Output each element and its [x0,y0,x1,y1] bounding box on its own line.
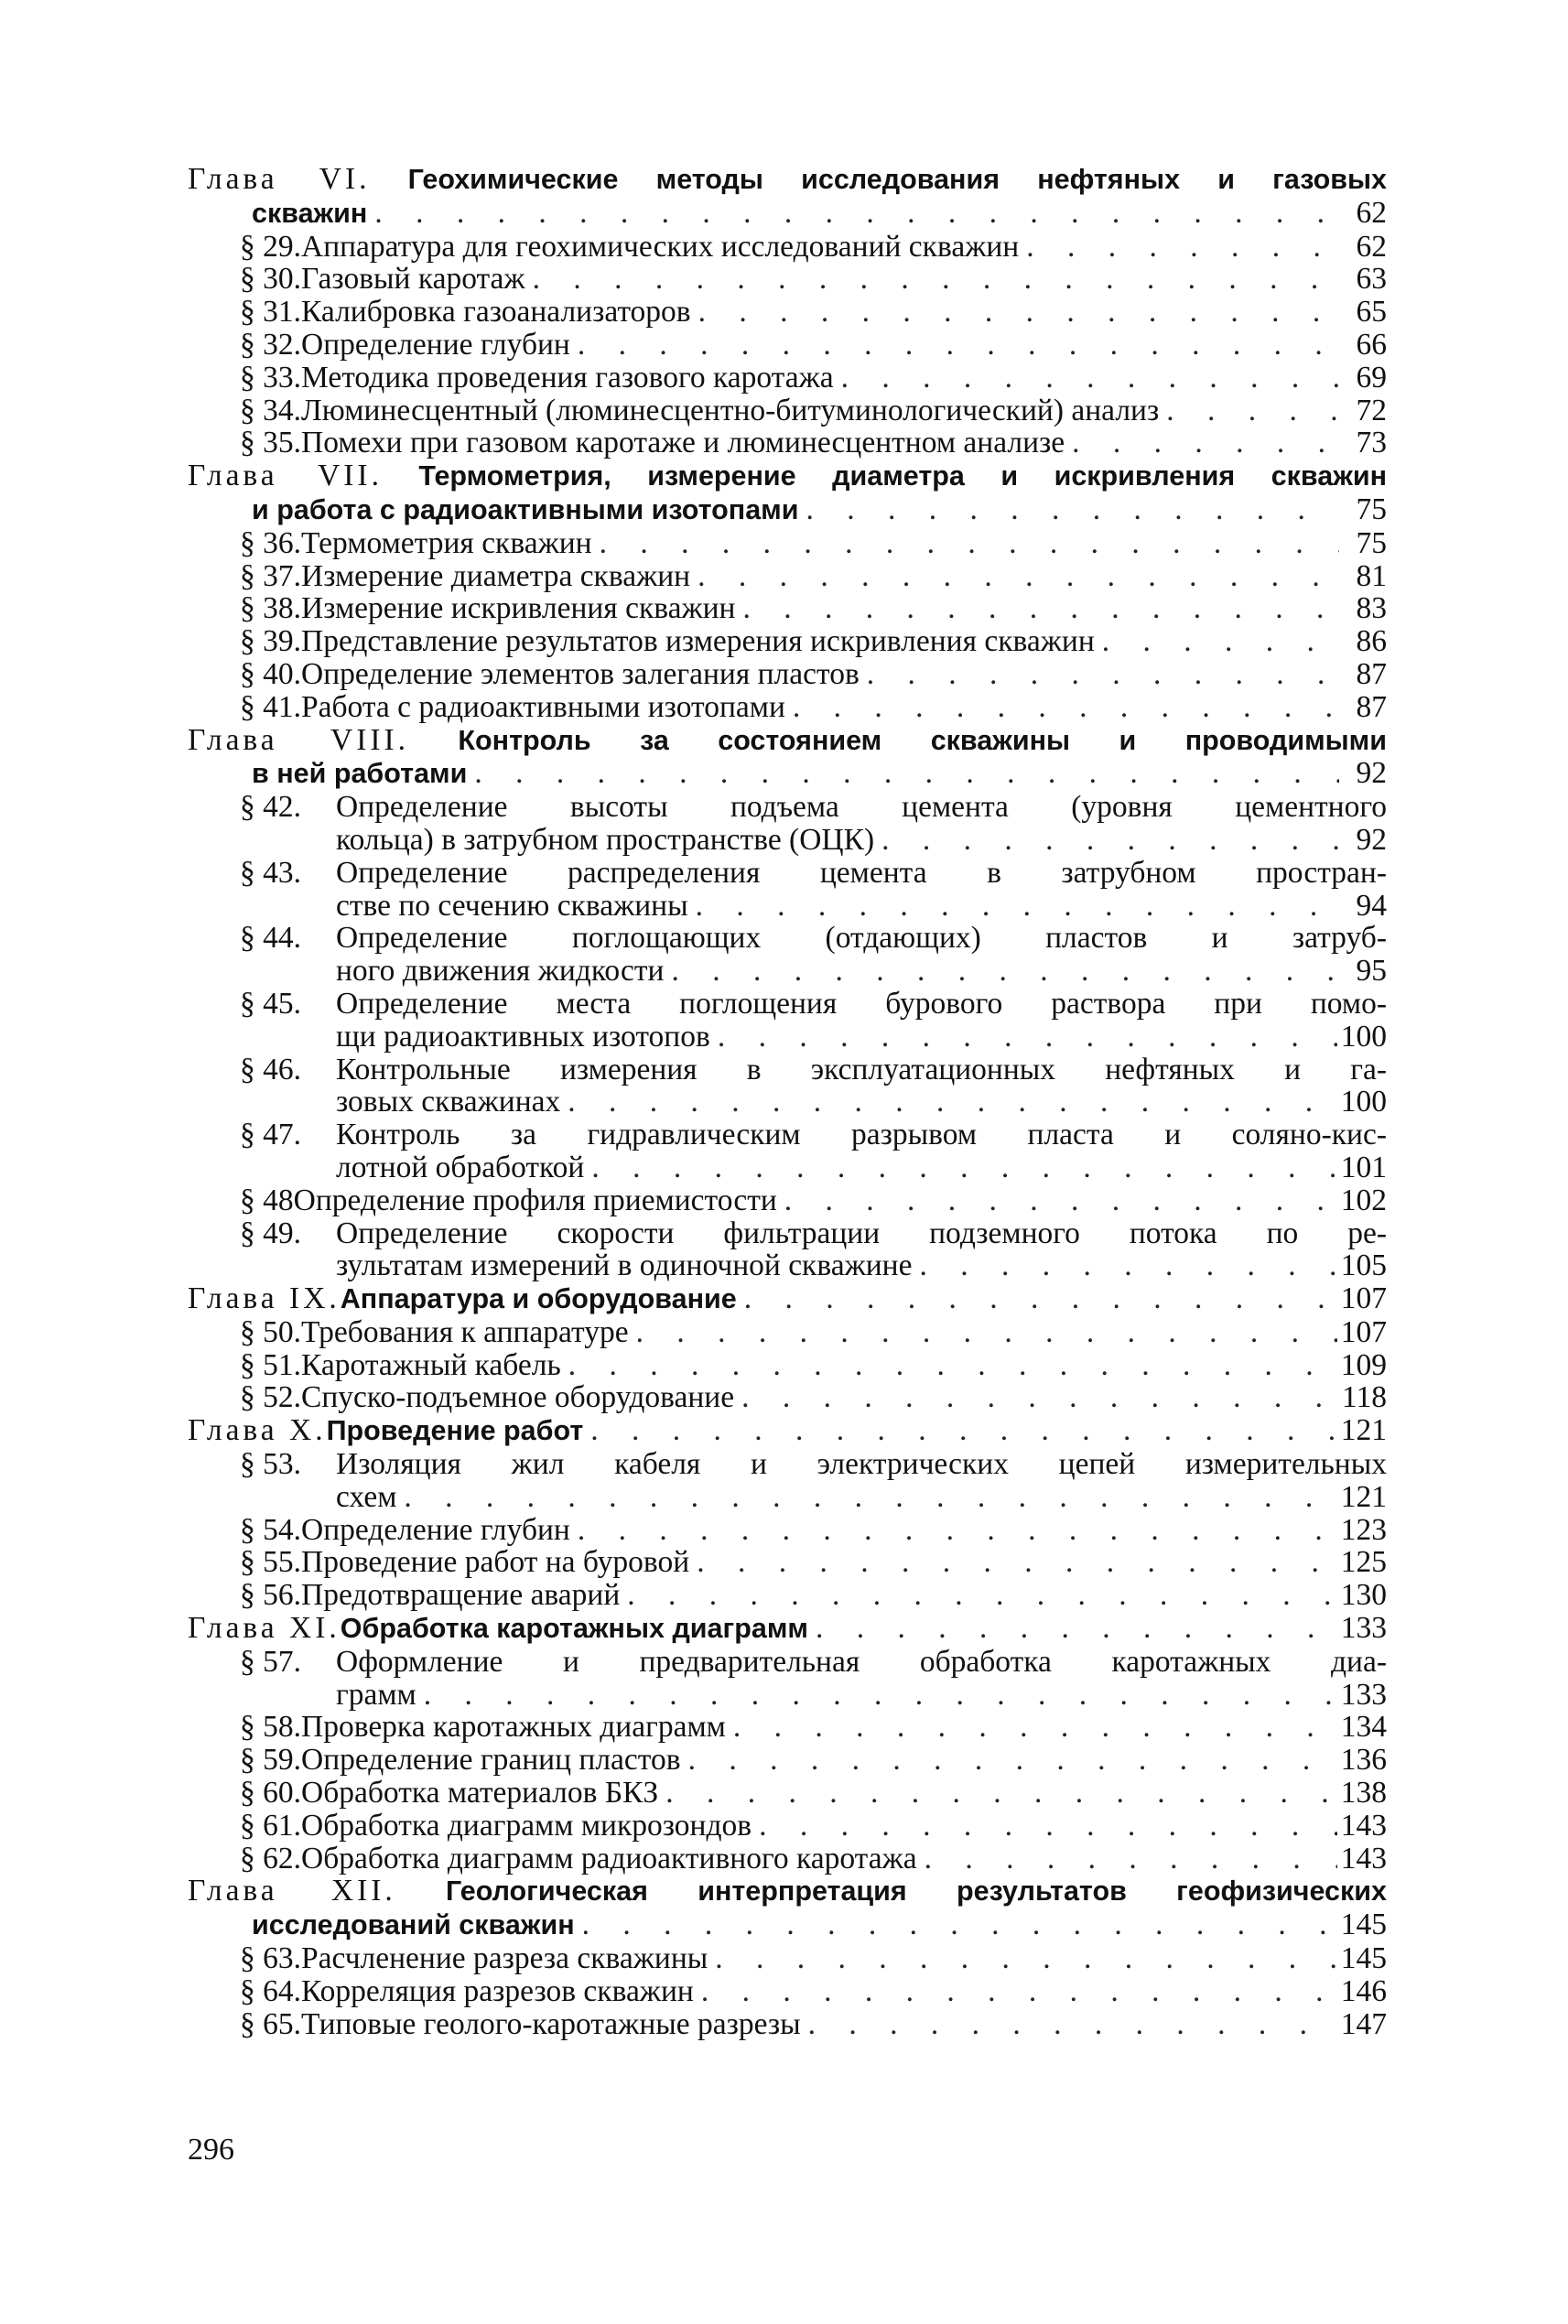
toc-section[interactable] [188,1711,1387,1744]
section-number: § 40. [240,656,301,691]
toc-section[interactable] [188,1843,1387,1875]
toc-section[interactable] [188,922,1387,988]
section-number: § 46. [240,1052,301,1086]
toc-section[interactable] [188,1448,1387,1514]
section-number: § 37. [240,558,301,593]
section-title: Определение профиля приемистости [293,1183,777,1217]
section-page-number: 81 [1356,558,1387,593]
toc-section[interactable] [188,296,1387,329]
section-title: Аппаратура для геохимических исследований скважин [301,229,1020,264]
chapter-heading-continued[interactable] [188,493,1387,527]
section-page-number: 87 [1356,689,1387,724]
chapter-heading-continued[interactable] [188,1908,1387,1942]
section-number: § 64. [240,1973,301,2008]
section-title: Измерение искривления скважин [301,591,736,626]
leader-dots [881,824,1339,857]
page-number: 296 [188,2133,234,2167]
chapter-title: Обработка каротажных диаграмм [340,1613,808,1645]
section-number: § 63. [240,1941,301,1976]
section-line [188,362,1387,395]
chapter-title: Контроль за состоянием скважины и проводимыми [458,724,1387,756]
section-line [188,625,1387,658]
leader-dots [1102,625,1339,658]
section-title-continued: щи радиоактивных изотопов [336,1019,710,1054]
leader-dots [793,691,1339,724]
section-line [188,263,1387,296]
section-title: Определение распределения цемента в затрубном простран- [336,855,1387,890]
leader-dots [424,1679,1337,1712]
toc-chapter [188,1612,1387,1875]
leader-dots [568,1086,1337,1119]
section-title-continued: кольца) в затрубном пространстве (ОЦК) [336,822,875,857]
section-title-continued: ного движения жидкости [336,954,665,989]
section-number: § 58. [240,1710,301,1745]
section-line [188,988,1387,1021]
chapter-heading[interactable] [188,459,1387,493]
section-number: § 38. [240,591,301,626]
leader-dots [925,1843,1337,1875]
section-line [188,2008,1387,2041]
section-title: Проведение работ на буровой [301,1545,690,1580]
leader-dots [533,263,1339,296]
leader-dots [733,1711,1337,1744]
chapter-title-continued: и работа с радиоактивными изотопами [252,493,799,525]
toc-section[interactable] [188,1646,1387,1712]
toc-section[interactable] [188,1381,1387,1414]
chapter-page-number: 62 [1356,195,1387,230]
section-line [188,1711,1387,1744]
toc-section[interactable] [188,1744,1387,1777]
section-title: Методика проведения газового каротажа [301,360,834,395]
toc-chapter [188,1414,1387,1612]
leader-dots [759,1810,1337,1843]
section-line-continued [188,890,1387,923]
leader-dots [784,1184,1337,1217]
toc-section[interactable] [188,1316,1387,1349]
section-title: Требования к аппаратуре [301,1314,629,1349]
chapter-title: Аппаратура и оборудование [340,1283,737,1315]
section-number: § 54. [240,1512,301,1547]
leader-dots [841,362,1339,395]
section-number: § 29. [240,229,301,264]
section-number: § 48 [240,1183,294,1217]
section-line-continued [188,1679,1387,1712]
section-number: § 32. [240,327,301,362]
chapter-label: Глава VI. [188,162,371,196]
chapter-title: Проведение работ [326,1415,584,1447]
toc-section[interactable] [188,1777,1387,1810]
section-page-number: 75 [1356,525,1387,560]
leader-dots [741,1381,1338,1414]
section-title: Обработка диаграмм микрозондов [301,1808,752,1843]
leader-dots [816,1612,1337,1645]
toc-section[interactable] [188,427,1387,459]
section-number: § 50. [240,1314,301,1349]
leader-dots [590,1414,1336,1447]
section-title: Предотвращение аварий [301,1578,621,1613]
section-line [188,1514,1387,1547]
leader-dots [715,1942,1336,1975]
section-title-continued: зовых скважинах [336,1085,561,1119]
section-title: Типовые геолого-каротажные разрезы [301,2006,801,2041]
chapter-heading[interactable] [188,1282,1387,1316]
section-page-number: 130 [1340,1578,1387,1613]
section-number: § 51. [240,1347,301,1382]
section-number: § 41. [240,689,301,724]
section-page-number: 136 [1340,1743,1387,1778]
section-page-number: 143 [1340,1808,1387,1843]
section-page-number: 123 [1340,1512,1387,1547]
section-title: Каротажный кабель [301,1347,561,1382]
toc-section[interactable] [188,329,1387,362]
toc-chapter [188,163,1387,459]
section-page-number: 118 [1341,1380,1387,1415]
section-line [188,1843,1387,1875]
chapter-page-number: 92 [1356,756,1387,791]
section-title-continued: лотной обработкой [336,1150,585,1184]
section-title: Определение глубин [301,1512,570,1547]
chapter-page-number: 75 [1356,492,1387,526]
section-title: Контроль за гидравлическим разрывом пласта и соляно-кис- [336,1118,1387,1152]
leader-dots [374,197,1339,230]
section-page-number: 100 [1340,1085,1387,1119]
section-page-number: 109 [1340,1347,1387,1382]
section-number: § 45. [240,986,301,1021]
chapter-label: Глава X. [188,1413,327,1448]
section-line [188,1316,1387,1349]
section-page-number: 102 [1340,1183,1387,1217]
section-page-number: 133 [1340,1677,1387,1712]
section-number: § 56. [240,1578,301,1613]
section-line-continued [188,824,1387,857]
section-title: Оформление и предварительная обработка каротажных диа- [336,1644,1387,1679]
chapter-heading[interactable] [188,724,1387,758]
section-page-number: 138 [1340,1776,1387,1811]
chapter-title-continued: в ней работами [252,758,468,790]
toc-section[interactable] [188,1184,1387,1217]
section-line [188,691,1387,724]
section-line-continued [188,955,1387,988]
toc-section[interactable] [188,560,1387,593]
leader-dots [718,1021,1337,1054]
section-line [188,296,1387,329]
chapter-title-continued: исследований скважин [252,1909,575,1941]
section-line [188,1381,1387,1414]
toc-chapter [188,724,1387,1283]
section-number: § 30. [240,262,301,297]
section-page-number: 125 [1340,1545,1387,1580]
leader-dots [582,1908,1337,1941]
section-line [188,1546,1387,1579]
section-page-number: 83 [1356,591,1387,626]
chapter-heading[interactable] [188,1612,1387,1646]
section-page-number: 121 [1340,1479,1387,1514]
section-page-number: 145 [1340,1941,1387,1976]
section-number: § 43. [240,855,301,890]
leader-dots [698,296,1339,329]
section-page-number: 134 [1340,1710,1387,1745]
section-page-number: 101 [1340,1150,1387,1184]
section-line [188,1810,1387,1843]
toc-section[interactable] [188,362,1387,395]
section-title: Представление результатов измерения искривления скважин [301,624,1095,659]
section-page-number: 95 [1356,954,1387,989]
section-line [188,791,1387,824]
chapter-title: Термометрия, измерение диаметра и искривления скважин [418,460,1387,492]
section-page-number: 147 [1340,2006,1387,2041]
section-line [188,1942,1387,1975]
section-line [188,1217,1387,1250]
chapter-page-number: 133 [1340,1611,1387,1646]
toc-section[interactable] [188,527,1387,560]
chapter-label: Глава IX. [188,1281,341,1316]
section-line [188,1349,1387,1382]
section-title: Определение элементов залегания пластов [301,656,860,691]
section-number: § 39. [240,624,301,659]
toc-section[interactable] [188,1810,1387,1843]
section-page-number: 86 [1356,624,1387,659]
leader-dots [697,1546,1337,1579]
section-title: Термометрия скважин [301,525,592,560]
chapter-page-number: 145 [1340,1908,1387,1942]
chapter-heading[interactable] [188,1414,1387,1448]
section-page-number: 66 [1356,327,1387,362]
section-number: § 36. [240,525,301,560]
section-number: § 60. [240,1776,301,1811]
leader-dots [600,527,1339,560]
section-title: Помехи при газовом каротаже и люминесцентном анализе [301,426,1065,460]
leader-dots [591,1151,1336,1184]
section-line [188,658,1387,691]
chapter-heading[interactable] [188,163,1387,197]
leader-dots [688,1744,1337,1777]
section-number: § 33. [240,360,301,395]
toc-section[interactable] [188,1217,1387,1283]
section-line [188,329,1387,362]
chapter-label: Глава VII. [188,459,383,493]
section-page-number: 100 [1340,1019,1387,1054]
section-title: Измерение диаметра скважин [301,558,691,593]
toc-section[interactable] [188,658,1387,691]
section-line [188,1184,1387,1217]
toc-section[interactable] [188,1942,1387,1975]
section-number: § 49. [240,1216,301,1250]
toc-section[interactable] [188,691,1387,724]
toc-section[interactable] [188,1546,1387,1579]
section-line [188,1744,1387,1777]
leader-dots [404,1481,1336,1514]
toc-section[interactable] [188,791,1387,857]
leader-dots [568,1349,1337,1382]
section-page-number: 94 [1356,888,1387,923]
section-title: Определение места поглощения бурового раствора при помо- [336,986,1387,1021]
section-line [188,1646,1387,1679]
section-line-continued [188,1249,1387,1282]
chapter-title: Геологическая интерпретация результатов геофизических [446,1875,1387,1908]
section-page-number: 62 [1356,229,1387,264]
section-number: § 31. [240,295,301,330]
section-title: Спуско-подъемное оборудование [301,1380,735,1415]
chapter-heading-continued[interactable] [188,197,1387,231]
toc-section[interactable] [188,1579,1387,1612]
chapter-label: Глава XII. [188,1874,396,1908]
chapter-title-continued: скважин [252,197,368,229]
section-line [188,1975,1387,2008]
section-page-number: 72 [1356,393,1387,427]
section-page-number: 105 [1340,1248,1387,1283]
section-title: Газовый каротаж [301,262,525,297]
section-title: Расчленение разреза скважины [301,1941,708,1976]
leader-dots [808,2008,1337,2041]
section-page-number: 73 [1356,426,1387,460]
section-title: Обработка диаграмм радиоактивного каротажа [301,1841,917,1875]
toc-section[interactable] [188,395,1387,427]
chapter-label: Глава XI. [188,1611,341,1646]
section-number: § 59. [240,1743,301,1778]
section-title-continued: схем [336,1479,397,1514]
section-number: § 34. [240,393,301,427]
chapter-page-number: 107 [1340,1281,1387,1316]
section-title: Контрольные измерения в эксплуатационных нефтяных и га- [336,1052,1387,1086]
section-title-continued: зультатам измерений в одиночной скважине [336,1248,913,1283]
toc-section[interactable] [188,231,1387,264]
leader-dots [627,1579,1336,1612]
section-line-continued [188,1151,1387,1184]
section-number: § 47. [240,1118,301,1152]
section-title: Определение высоты подъема цемента (уровня цементного [336,790,1387,825]
section-line [188,857,1387,890]
leader-dots [1166,395,1339,427]
leader-dots [636,1316,1337,1349]
section-number: § 44. [240,921,301,956]
section-title: Определение скорости фильтрации подземного потока по ре- [336,1216,1387,1250]
leader-dots [578,329,1339,362]
table-of-contents [188,163,1387,2040]
section-line [188,922,1387,955]
toc-chapter [188,1875,1387,2040]
chapter-title: Геохимические методы исследования нефтяных и газовых [407,164,1388,195]
section-number: § 55. [240,1545,301,1580]
section-title-continued: грамм [336,1677,416,1712]
toc-chapter [188,1282,1387,1414]
leader-dots [867,658,1339,691]
chapter-heading-continued[interactable] [188,757,1387,791]
leader-dots [744,1282,1337,1315]
leader-dots [742,592,1339,625]
section-page-number: 146 [1340,1973,1387,2008]
section-number: § 35. [240,426,301,460]
toc-section[interactable] [188,263,1387,296]
section-page-number: 87 [1356,656,1387,691]
section-title: Изоляция жил кабеля и электрических цепей измерительных [336,1447,1387,1482]
section-title: Работа с радиоактивными изотопами [301,689,785,724]
section-line [188,231,1387,264]
section-title: Корреляция разрезов скважин [301,1973,694,2008]
section-title: Определение границ пластов [301,1743,681,1778]
section-line [188,1448,1387,1481]
leader-dots [1026,231,1339,264]
section-line-continued [188,1086,1387,1119]
leader-dots [665,1777,1337,1810]
section-number: § 53. [240,1447,301,1482]
section-title: Обработка материалов БКЗ [301,1776,659,1811]
section-number: § 57. [240,1644,301,1679]
section-line [188,1777,1387,1810]
section-title: Люминесцентный (люминесцентно-битуминологический) анализ [301,393,1160,427]
section-number: § 62. [240,1841,301,1875]
section-number: § 65. [240,2006,301,2041]
toc-section[interactable] [188,1119,1387,1184]
section-line [188,560,1387,593]
section-title: Калибровка газоанализаторов [301,295,691,330]
section-page-number: 63 [1356,262,1387,297]
toc-section[interactable] [188,1349,1387,1382]
leader-dots [474,757,1339,790]
leader-dots [806,493,1339,526]
section-title: Проверка каротажных диаграмм [301,1710,726,1745]
leader-dots [671,955,1339,988]
chapter-heading[interactable] [188,1875,1387,1908]
section-title-continued: стве по сечению скважины [336,888,688,923]
toc-section[interactable] [188,2008,1387,2041]
chapter-label: Глава VIII. [188,722,410,757]
toc-section[interactable] [188,625,1387,658]
section-line [188,592,1387,625]
section-title: Определение глубин [301,327,570,362]
section-page-number: 92 [1356,822,1387,857]
toc-section[interactable] [188,592,1387,625]
section-number: § 42. [240,790,301,825]
section-line [188,395,1387,427]
toc-section[interactable] [188,988,1387,1054]
section-title: Определение поглощающих (отдающих) пластов и затруб- [336,921,1387,956]
section-number: § 61. [240,1808,301,1843]
leader-dots [697,560,1339,593]
leader-dots [701,1975,1337,2008]
toc-chapter [188,459,1387,723]
section-page-number: 69 [1356,360,1387,395]
leader-dots [1072,427,1339,459]
toc-section[interactable] [188,1514,1387,1547]
section-line [188,527,1387,560]
chapter-page-number: 121 [1340,1413,1387,1448]
toc-section[interactable] [188,1975,1387,2008]
section-page-number: 65 [1356,295,1387,330]
leader-dots [578,1514,1337,1547]
section-line-continued [188,1481,1387,1514]
section-page-number: 107 [1340,1314,1387,1349]
section-line [188,1054,1387,1086]
section-number: § 52. [240,1380,301,1415]
toc-section[interactable] [188,857,1387,923]
section-line [188,1119,1387,1151]
section-page-number: 143 [1340,1841,1387,1875]
section-line [188,1579,1387,1612]
section-line [188,427,1387,459]
section-line-continued [188,1021,1387,1054]
leader-dots [696,890,1339,923]
toc-section[interactable] [188,1054,1387,1119]
leader-dots [919,1249,1336,1282]
